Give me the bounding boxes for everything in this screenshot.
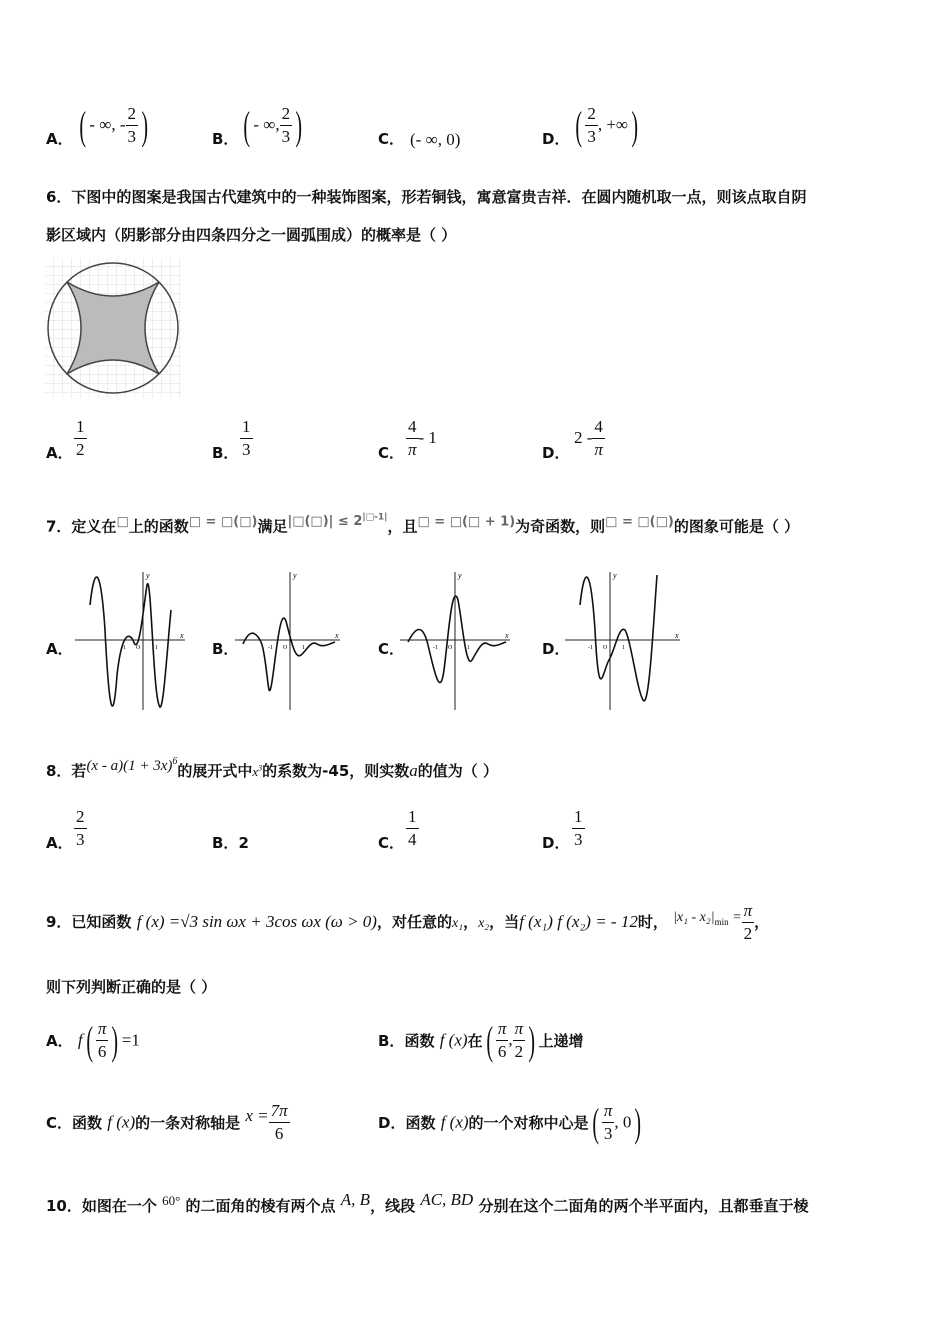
den: 4 [408,830,417,849]
t: ，对任意的 [376,913,452,931]
q7-option-b[interactable]: B． [212,640,239,658]
fraction [280,103,293,148]
label: B． [378,1032,405,1050]
num: 4 [592,416,605,439]
label: C． [46,1114,73,1132]
t: □ [116,514,129,530]
origin-label: O [136,645,141,651]
num: π [96,1018,109,1041]
t: 时， [637,913,668,931]
expr: - ∞, [253,115,280,134]
function-curve [243,618,335,691]
value: 2 [238,834,249,852]
q5-option-b-expr: ( - ∞, $\frac{2}{3}$ ) [243,102,303,148]
q5-option-a-expr: ( - ∞, - $\frac{2}{3}$ ) [79,102,149,148]
t: AC, BD [420,1190,474,1209]
q6-text-line1: 6．下图中的图案是我国古代建筑中的一种装饰图案，形若铜钱，寓意富贵吉祥．在圆内随机取一点，则该点取自阴 [46,188,807,206]
t: 10．如图在一个 [46,1197,157,1215]
y-axis-label: y [613,571,617,580]
x-axis-label: x [675,631,679,640]
t: 在 [467,1032,483,1050]
t: ， [754,913,770,931]
t: 的值为（ ） [417,762,498,780]
t: 函数 [404,1032,435,1050]
t: 上的函数 [128,517,189,536]
num: 2 [280,103,293,126]
function-curve [580,575,657,701]
t: ，当 [489,913,520,931]
t: f (x) [439,1030,468,1050]
den: 3 [603,1124,613,1143]
y-axis-label: y [293,571,297,580]
tick-minus-1: -1 [268,645,273,651]
expr: (x - a)(1 + 3x) [86,758,173,774]
num: π [743,901,753,920]
num: 1 [240,416,253,439]
option-label: C． [378,130,405,148]
den: 3 [587,127,596,146]
q8-text [46,756,498,781]
den: 2 [742,922,755,945]
function-curve [90,577,171,707]
num: 1 [74,416,87,439]
num: 2 [126,103,139,126]
num: 1 [406,806,419,829]
q8-option-d[interactable]: D． [542,834,570,852]
x-axis-label: x [335,631,339,640]
q6-option-d-expr [574,416,605,461]
x-axis-label: x [180,631,184,640]
t: f [77,1030,83,1050]
expr: - ∞, - [89,115,126,134]
t: ， [463,913,479,931]
t: f (x₁) f (x₂) = - 12 [519,912,638,931]
t: 8．若 [46,762,87,780]
num: 1 [572,806,585,829]
q7-option-d[interactable]: D． [542,640,570,658]
den: 2 [514,1042,524,1061]
t: □ = □(□) [188,514,258,530]
q5-option-d-expr: ( $\frac{2}{3}$ , +∞) [575,102,639,148]
num: π [496,1018,509,1041]
t: 的展开式中 [177,762,253,780]
q6-option-c-expr [406,416,437,461]
q8-option-c[interactable]: C． [378,834,405,852]
fraction [126,103,139,148]
q8-option-a-fraction [74,806,87,851]
t: 的一条对称轴是 [135,1114,241,1132]
q9-option-c[interactable] [46,1100,290,1145]
den: 2 [76,440,85,459]
origin-label: O [283,645,288,651]
q8-option-d-fraction [572,806,585,851]
option-label: B． [212,130,239,148]
t: 60° [162,1193,181,1208]
q9-text-line2: 则下列判断正确的是（ ） [46,978,217,996]
q5-option-b[interactable] [212,128,238,149]
t: □ = □(□) [605,514,674,530]
q7-graph-a [75,570,190,710]
den: 3 [574,830,583,849]
q7-graph-c [400,570,515,710]
label: B． [212,834,239,852]
num: π [602,1100,615,1123]
num: 4 [406,416,419,439]
q7-option-a[interactable]: A． [46,640,73,658]
t: 7．定义在 [46,517,117,536]
tick-1: 1 [302,645,305,651]
t: |□-1| [362,513,388,523]
q6-option-b-fraction [240,416,253,461]
tick-1: 1 [467,645,470,651]
tick-minus-1: -1 [121,645,126,651]
t: x₁ [451,916,464,931]
num: 2 [74,806,87,829]
t: = [732,910,742,925]
t: a [409,761,418,780]
exp: 6 [172,756,178,767]
q5-option-c[interactable] [378,128,404,149]
suffix: - 1 [418,428,437,447]
q9-option-d[interactable]: D．函数 f (x)的一个对称中心是( $\frac{\pi}{3}$ , 0) [378,1099,642,1145]
num: 7π [269,1100,290,1123]
t: x [252,764,259,779]
t: min [714,916,729,927]
t: 3 [258,763,263,773]
x-axis-label: x [505,631,509,640]
t: 的一个对称中心是 [468,1114,589,1132]
q5-option-c-expr: (- ∞, 0) [410,130,461,149]
num: π [513,1018,526,1041]
t: |x₁ - x₂| [673,910,715,925]
q6-option-c[interactable]: C． [378,444,405,462]
fraction [592,416,605,461]
tick-minus-1: -1 [588,645,593,651]
q7-text [46,513,799,536]
q6-option-a[interactable]: A． [46,444,73,462]
q9-option-a[interactable]: A． f( $\frac{\pi}{6}$ ) =1 [46,1017,140,1063]
t: 9．已知函数 [46,913,132,931]
q7-graph-d [565,570,685,710]
q7-graph-b [235,570,345,710]
expr: , +∞ [597,115,629,134]
origin-label: O [603,645,608,651]
q7-option-c[interactable]: C． [378,640,405,658]
option-label: A． [46,130,73,148]
function-expr: f (x) =√3 sin ωx + 3cos ωx (ω > 0) [136,912,377,931]
y-axis-label: y [146,571,150,580]
t: |□(□)| ≤ 2 [287,514,363,530]
q8-option-b[interactable] [212,832,249,853]
den: π [594,440,603,459]
q8-option-c-fraction [406,806,419,851]
den: 3 [76,830,85,849]
den: 3 [127,127,137,146]
den: 6 [497,1042,507,1061]
t: 函数 [72,1114,103,1132]
den: 3 [242,440,251,459]
den: 6 [97,1042,107,1061]
y-axis-label: y [458,571,462,580]
q8-option-a[interactable]: A． [46,834,73,852]
coin-pattern-figure [45,258,181,398]
origin-label: O [448,645,453,651]
fraction [406,416,419,461]
fraction [585,103,598,148]
t: f (x) [440,1112,469,1132]
t: 的二面角的棱有两个点 [185,1197,336,1215]
den: 6 [274,1124,284,1143]
tick-1: 1 [155,645,158,651]
den: π [407,440,417,459]
q10-text [46,1190,808,1216]
q6-text-line2: 影区域内（阴影部分由四条四分之一圆弧围成）的概率是（ ） [46,226,457,244]
t: x₂ [478,916,490,931]
t [287,514,387,529]
t: , 0 [614,1112,632,1132]
t: =1 [121,1030,140,1050]
t: A, B [340,1190,371,1209]
q6-option-a-fraction [74,416,87,461]
t: 满足 [257,517,288,536]
t: x = [245,1106,269,1125]
tick-minus-1: -1 [433,645,438,651]
q5-option-a[interactable] [46,128,73,149]
q9-text [46,900,769,945]
function-curve [408,596,506,683]
t: □ = □(□ + 1) [417,514,516,530]
t: 的系数为-45，则实数 [262,762,410,780]
q6-option-b[interactable]: B． [212,444,239,462]
q9-option-b[interactable]: B．函数 f (x)在( $\frac{\pi}{6}$ , $\frac{\pi}{2}$ ) 上递增 [378,1017,584,1063]
den: 3 [281,127,291,146]
q6-option-d[interactable]: D． [542,444,570,462]
t: 函数 [405,1114,436,1132]
t: 为奇函数，则 [515,517,606,536]
tick-1: 1 [622,645,625,651]
t: 上递增 [538,1032,584,1050]
option-label: D． [542,130,570,148]
q5-option-d[interactable] [542,128,569,149]
label: D． [378,1114,406,1132]
t: f (x) [107,1112,136,1132]
t: 分别在这个二面角的两个半平面内，且都垂直于棱 [478,1197,809,1215]
prefix: 2 - [574,428,593,447]
label: A． [46,1032,73,1050]
num: 2 [585,103,598,126]
t: 的图象可能是（ ） [673,517,800,536]
t: ，线段 [370,1197,416,1215]
t: ，且 [387,517,418,536]
